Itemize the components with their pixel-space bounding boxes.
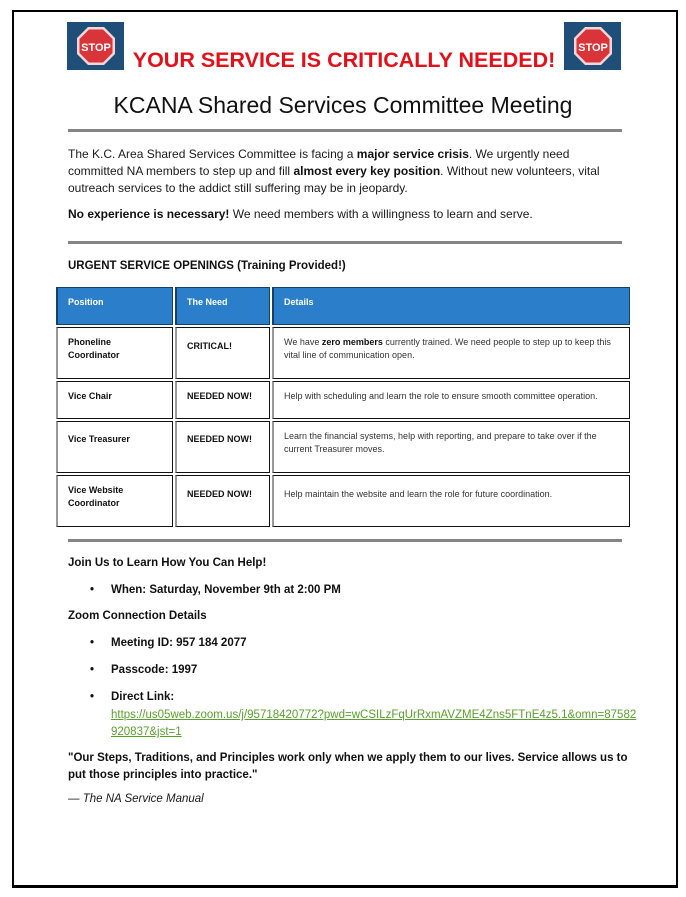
need-text: NEEDED NOW! bbox=[187, 433, 252, 444]
quote-attribution bbox=[68, 793, 204, 805]
details-text: Help maintain the website and learn the role for future coordination. bbox=[284, 488, 553, 499]
position-cell: Phoneline Coordinator bbox=[56, 327, 173, 379]
bullet-icon: • bbox=[90, 691, 95, 703]
svg-text:STOP: STOP bbox=[80, 42, 111, 54]
details-cell: Help with scheduling and learn the role to ensure smooth committee operation. bbox=[272, 381, 630, 419]
divider bbox=[68, 129, 622, 132]
column-header-need: The Need bbox=[175, 287, 270, 325]
meeting-heading: Join Us to Learn How You Can Help! bbox=[68, 557, 267, 569]
alert-banner: YOUR SERVICE IS CRITICALLY NEEDED! bbox=[132, 48, 556, 72]
need-cell bbox=[175, 421, 270, 473]
dash: — bbox=[68, 793, 83, 805]
direct-link-label: Direct Link: bbox=[111, 691, 175, 703]
divider bbox=[68, 241, 622, 244]
table-row bbox=[56, 475, 630, 527]
details-cell bbox=[272, 475, 630, 527]
document-title: KCANA Shared Services Committee Meeting bbox=[113, 92, 573, 118]
bullet-icon: • bbox=[90, 637, 95, 649]
zoom-heading: Zoom Connection Details bbox=[68, 610, 207, 622]
table-row bbox=[56, 381, 630, 419]
intro-text: We need members with a willingness to learn and serve. bbox=[229, 207, 533, 221]
need-cell bbox=[175, 475, 270, 527]
stop-octagon-graphic bbox=[572, 25, 614, 67]
table-header-row bbox=[56, 287, 630, 325]
table-row bbox=[56, 327, 630, 379]
intro-text: . Without new volunteers, vital outreach services to the addict still suffering may be in jeopardy. bbox=[68, 164, 600, 195]
service-quote: "Our Steps, Traditions, and Principles work only when we apply them to our lives. Service allows us to put those principles into practice." bbox=[68, 752, 628, 781]
details-text: currently trained. We need people to step up to keep this vital line of communication open. bbox=[284, 337, 611, 360]
bullet-icon: • bbox=[90, 664, 95, 676]
meeting-id: Meeting ID: 957 184 2077 bbox=[111, 637, 247, 649]
passcode: Passcode: 1997 bbox=[111, 664, 198, 676]
table-row bbox=[56, 421, 630, 473]
no-experience-paragraph bbox=[68, 206, 628, 223]
quote-source: The NA Service Manual bbox=[82, 793, 204, 805]
need-text: NEEDED NOW! bbox=[187, 488, 252, 499]
emphasis-text: No experience is necessary! bbox=[68, 207, 230, 221]
emphasis-text: major service crisis bbox=[356, 147, 469, 161]
need-cell: NEEDED NOW! bbox=[175, 381, 270, 419]
position-cell: Vice Website Coordinator bbox=[56, 475, 173, 527]
position-text: Vice Treasurer bbox=[68, 433, 130, 444]
divider bbox=[68, 539, 622, 542]
intro-paragraph bbox=[68, 146, 628, 197]
position-cell: Vice Chair bbox=[56, 381, 173, 419]
stop-sign-icon bbox=[564, 22, 621, 70]
stop-octagon-graphic bbox=[75, 25, 117, 67]
details-cell: Learn the financial systems, help with reporting, and prepare to take over if the current Treasurer moves. bbox=[272, 421, 630, 473]
need-text: CRITICAL! bbox=[187, 340, 232, 351]
column-header-details: Details bbox=[272, 287, 630, 325]
meeting-time: When: Saturday, November 9th at 2:00 PM bbox=[111, 584, 341, 596]
emphasis-text: zero members bbox=[321, 337, 383, 347]
zoom-meeting-link[interactable]: https://us05web.zoom.us/j/95718420772?pwd=wCSILzFqUrRxmAVZME4Zns5FTnE4z5.1&omn=87582920837&jst=1 bbox=[111, 709, 637, 738]
svg-text:STOP: STOP bbox=[577, 42, 608, 54]
need-cell bbox=[175, 327, 270, 379]
openings-heading: URGENT SERVICE OPENINGS (Training Provided!) bbox=[68, 260, 346, 272]
openings-table bbox=[54, 285, 632, 529]
stop-sign-icon bbox=[67, 22, 124, 70]
details-text: We have bbox=[284, 337, 322, 347]
column-header-position: Position bbox=[56, 287, 173, 325]
bullet-icon: • bbox=[90, 584, 95, 596]
intro-text: . We urgently need committed NA members to step up and fill bbox=[68, 147, 570, 178]
intro-text: The K.C. Area Shared Services Committee is facing a bbox=[68, 147, 357, 161]
details-cell bbox=[272, 327, 630, 379]
position-cell bbox=[56, 421, 173, 473]
emphasis-text: almost every key position bbox=[293, 164, 441, 178]
